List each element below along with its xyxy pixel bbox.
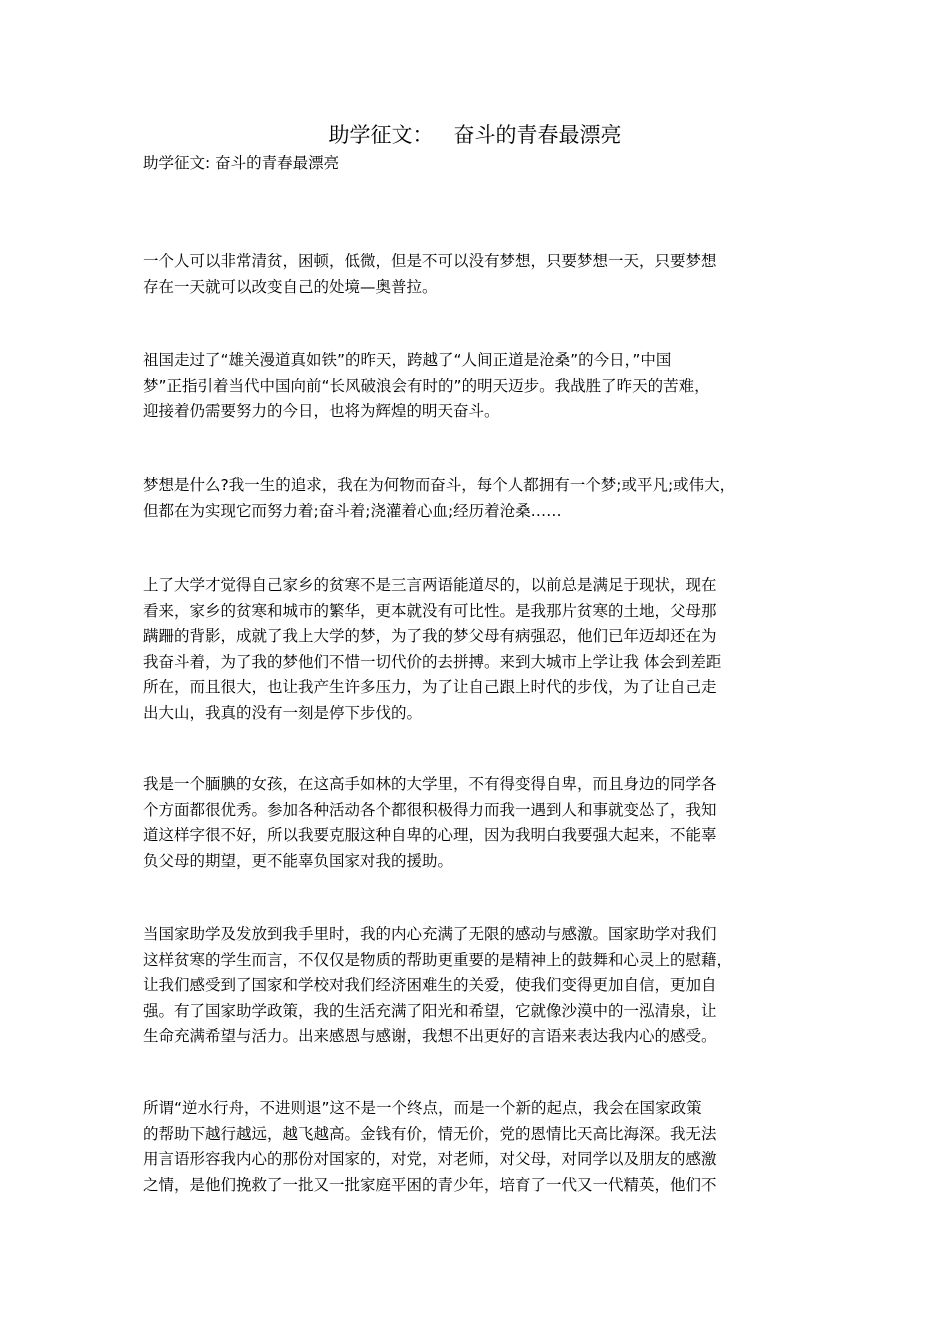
text-line: 之情，是他们挽救了一批又一批家庭平困的青少年，培育了一代又一代精英，他们不 xyxy=(143,1175,717,1194)
text-line: 上了大学才觉得自己家乡的贫寒不是三言两语能道尽的，以前总是满足于现状，现在 xyxy=(143,576,717,594)
document-title: 助学征文： 奋斗的青春最漂亮 xyxy=(328,123,622,147)
text-line: 强。有了国家助学政策，我的生活充满了阳光和希望，它就像沙漠中的一泓清泉，让 xyxy=(143,1001,717,1020)
text-line: 出大山，我真的没有一刻是停下步伐的。 xyxy=(143,703,423,722)
text-line: 但都在为实现它而努力着;奋斗着;浇灌着心血;经历着沧桑…… xyxy=(143,501,562,520)
paragraph-5 xyxy=(143,772,811,874)
text-line: 让我们感受到了国家和学校对我们经济困难生的关爱，使我们变得更加自信，更加自 xyxy=(143,976,717,994)
text-line: 所在，而且很大，也让我产生许多压力，为了让自己跟上时代的步伐，为了让自己走 xyxy=(143,678,717,696)
text-line: 所谓“逆水行舟，不进则退”这不是一个终点，而是一个新的起点，我会在国家政策 xyxy=(143,1099,702,1117)
text-line: 迎接着仍需要努力的今日，也将为辉煌的明天奋斗。 xyxy=(143,402,500,420)
text-line: 祖国走过了“雄关漫道真如铁”的昨天，跨越了“人间正道是沧桑”的今日，”中国 xyxy=(143,351,672,369)
text-line: 一个人可以非常清贫，困顿，低微，但是不可以没有梦想，只要梦想一天，只要梦想 xyxy=(143,252,717,270)
paragraph-2 xyxy=(143,348,811,425)
text-line: 的帮助下越行越远，越飞越高。金钱有价，情无价，党的恩情比天高比海深。我无法 xyxy=(143,1124,717,1143)
text-line: 梦想是什么?我一生的追求，我在为何物而奋斗，每个人都拥有一个梦;或平凡;或伟大， xyxy=(143,476,736,494)
text-line: 用言语形容我内心的那份对国家的，对党，对老师，对父母，对同学以及朋友的感激 xyxy=(143,1150,717,1168)
text-line: 个方面都很优秀。参加各种活动各个都很积极得力而我一遇到人和事就变怂了，我知 xyxy=(143,800,717,819)
document-subtitle: 助学征文: 奋斗的青春最漂亮 xyxy=(143,154,340,172)
paragraph-1 xyxy=(143,249,811,300)
paragraph-7 xyxy=(143,1096,811,1198)
text-line: 梦”正指引着当代中国向前“长风破浪会有时的”的明天迈步。我战胜了昨天的苦难， xyxy=(143,376,710,395)
paragraph-6 xyxy=(143,922,811,1050)
paragraph-4 xyxy=(143,573,811,726)
text-line: 存在一天就可以改变自己的处境—奥普拉。 xyxy=(143,277,438,296)
text-line: 生命充满希望与活力。出来感恩与感谢，我想不出更好的言语来表达我内心的感受。 xyxy=(143,1027,717,1045)
text-line: 我奋斗着，为了我的梦他们不惜一切代价的去拼搏。来到大城市上学让我 体会到差距 xyxy=(143,652,722,671)
text-line: 当国家助学及发放到我手里时，我的内心充满了无限的感动与感激。国家助学对我们 xyxy=(143,925,717,943)
text-line: 这样贫寒的学生而言，不仅仅是物质的帮助更重要的是精神上的鼓舞和心灵上的慰藉， xyxy=(143,950,733,969)
text-line: 道这样字很不好，所以我要克服这种自卑的心理，因为我明白我要强大起来，不能辜 xyxy=(143,826,717,844)
paragraph-3 xyxy=(143,473,811,524)
text-line: 看来，家乡的贫寒和城市的繁华，更本就没有可比性。是我那片贫寒的土地，父母那 xyxy=(143,601,717,620)
text-line: 蹒跚的背影，成就了我上大学的梦，为了我的梦父母有病强忍，他们已年迈却还在为 xyxy=(143,627,717,645)
text-line: 我是一个腼腆的女孩，在这高手如林的大学里，不有得变得自卑，而且身边的同学各 xyxy=(143,775,717,793)
text-line: 负父母的期望，更不能辜负国家对我的援助。 xyxy=(143,851,454,870)
